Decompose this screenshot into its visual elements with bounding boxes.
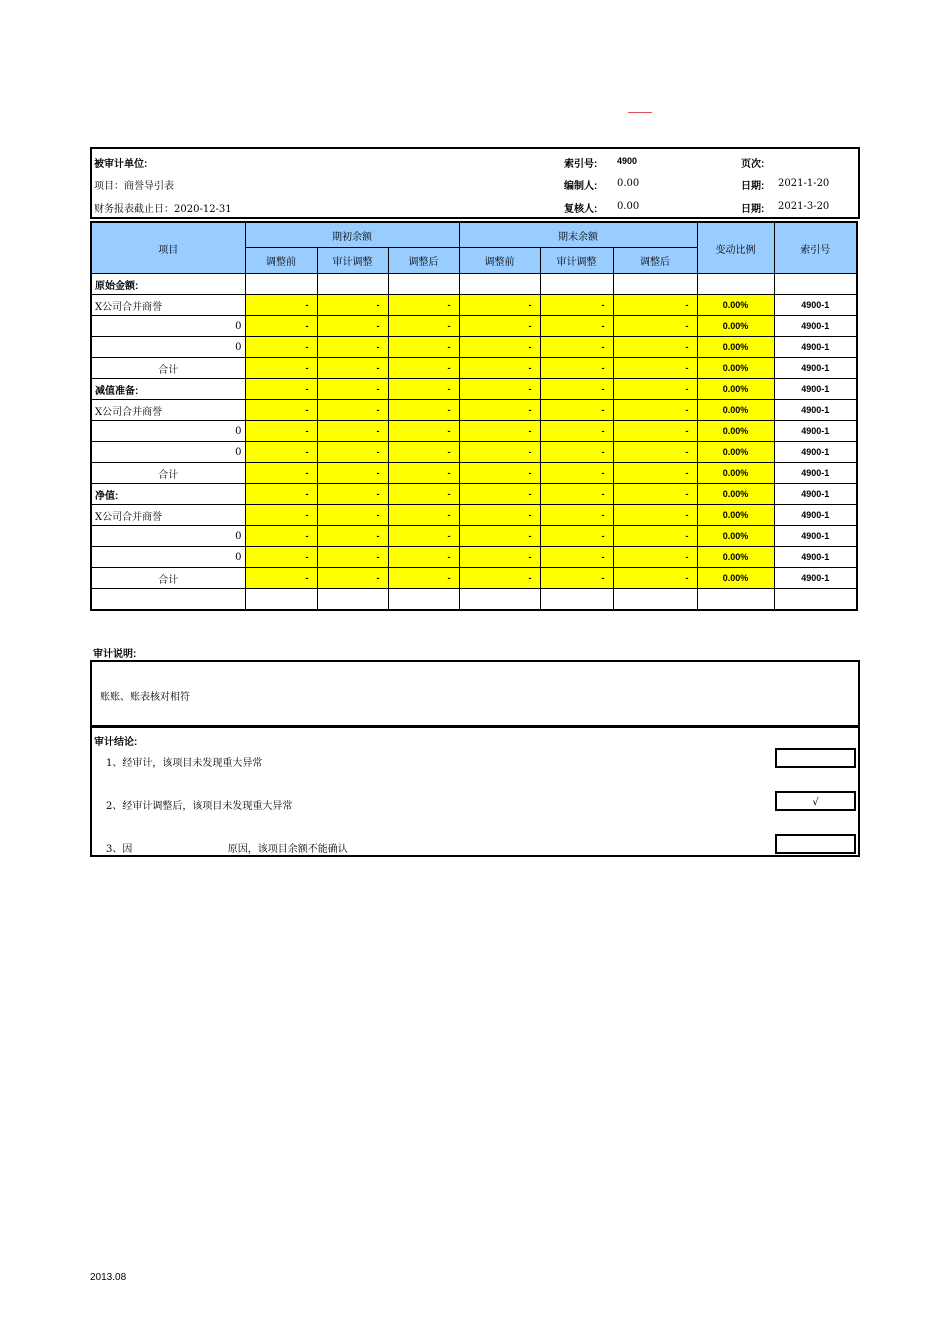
value-cell[interactable]: - bbox=[540, 484, 613, 505]
value-cell[interactable]: - bbox=[388, 358, 459, 379]
value-cell[interactable]: - bbox=[317, 379, 388, 400]
value-cell[interactable]: - bbox=[459, 400, 540, 421]
change-ratio-cell[interactable]: 0.00% bbox=[697, 484, 774, 505]
value-cell[interactable]: - bbox=[245, 526, 317, 547]
value-cell[interactable]: - bbox=[540, 295, 613, 316]
row-label: 0 bbox=[91, 526, 245, 547]
section-row bbox=[91, 274, 857, 295]
preparer-label: 编制人: bbox=[564, 181, 598, 192]
change-ratio-header: 变动比例 bbox=[697, 222, 774, 274]
row-label: 合计 bbox=[91, 568, 245, 589]
table-row bbox=[91, 463, 857, 484]
value-cell[interactable]: - bbox=[540, 400, 613, 421]
value-cell[interactable]: - bbox=[613, 463, 697, 484]
value-cell[interactable]: - bbox=[388, 463, 459, 484]
conclusion-checkbox-2[interactable]: √ bbox=[775, 791, 856, 811]
row-label: 合计 bbox=[91, 358, 245, 379]
value-cell[interactable]: - bbox=[245, 442, 317, 463]
page-label: 页次: bbox=[741, 159, 765, 170]
value-cell[interactable]: - bbox=[245, 358, 317, 379]
value-cell[interactable]: - bbox=[459, 463, 540, 484]
end-after-header: 调整后 bbox=[613, 248, 697, 274]
conclusion-item-3: 3、因 原因，该项目余额不能确认 bbox=[106, 844, 348, 855]
value-cell[interactable]: - bbox=[459, 442, 540, 463]
report-header bbox=[90, 147, 860, 219]
value-cell[interactable]: - bbox=[613, 526, 697, 547]
index-cell[interactable]: 4900-1 bbox=[774, 421, 857, 442]
value-cell[interactable]: - bbox=[540, 442, 613, 463]
row-label: 0 bbox=[91, 442, 245, 463]
empty-cell bbox=[540, 589, 613, 611]
value-cell[interactable]: - bbox=[245, 379, 317, 400]
empty-cell bbox=[388, 274, 459, 295]
index-cell[interactable]: 4900-1 bbox=[774, 526, 857, 547]
value-cell[interactable]: - bbox=[540, 463, 613, 484]
empty-cell bbox=[245, 589, 317, 611]
value-cell[interactable]: - bbox=[540, 316, 613, 337]
audit-conclusion-box bbox=[90, 725, 860, 857]
change-ratio-cell[interactable]: 0.00% bbox=[697, 526, 774, 547]
value-cell[interactable]: - bbox=[459, 547, 540, 568]
value-cell[interactable]: - bbox=[459, 505, 540, 526]
empty-cell bbox=[459, 589, 540, 611]
value-cell[interactable]: - bbox=[388, 526, 459, 547]
index-cell[interactable]: 4900-1 bbox=[774, 379, 857, 400]
value-cell[interactable]: - bbox=[459, 316, 540, 337]
value-cell[interactable]: - bbox=[613, 337, 697, 358]
value-cell[interactable]: - bbox=[245, 547, 317, 568]
value-cell[interactable]: - bbox=[388, 421, 459, 442]
value-cell[interactable]: - bbox=[388, 379, 459, 400]
row-label: X公司合并商誉 bbox=[91, 400, 245, 421]
audit-conclusion-label: 审计结论: bbox=[94, 737, 138, 748]
value-cell[interactable]: - bbox=[245, 484, 317, 505]
value-cell[interactable]: - bbox=[245, 316, 317, 337]
index-cell[interactable]: 4900-1 bbox=[774, 400, 857, 421]
end-audit-header: 审计调整 bbox=[540, 248, 613, 274]
value-cell[interactable]: - bbox=[317, 547, 388, 568]
date1-value: 2021-1-20 bbox=[778, 178, 830, 189]
empty-row bbox=[91, 589, 857, 611]
change-ratio-cell[interactable]: 0.00% bbox=[697, 442, 774, 463]
index-cell[interactable]: 4900-1 bbox=[774, 316, 857, 337]
value-cell[interactable]: - bbox=[459, 358, 540, 379]
empty-cell bbox=[245, 274, 317, 295]
value-cell[interactable]: - bbox=[459, 337, 540, 358]
value-cell[interactable]: - bbox=[540, 505, 613, 526]
row-label: X公司合并商誉 bbox=[91, 295, 245, 316]
value-cell[interactable]: - bbox=[540, 547, 613, 568]
value-cell[interactable]: - bbox=[613, 358, 697, 379]
preparer-value: 0.00 bbox=[617, 178, 640, 189]
value-cell[interactable]: - bbox=[388, 295, 459, 316]
index-cell[interactable]: 4900-1 bbox=[774, 358, 857, 379]
divider bbox=[92, 727, 858, 728]
empty-cell bbox=[613, 274, 697, 295]
value-cell[interactable]: - bbox=[388, 568, 459, 589]
begin-before-header: 调整前 bbox=[245, 248, 317, 274]
reviewer-label: 复核人: bbox=[564, 204, 598, 215]
section-row bbox=[91, 484, 857, 505]
conclusion-checkbox-3[interactable] bbox=[775, 834, 856, 854]
index-value: 4900 bbox=[617, 156, 638, 166]
value-cell[interactable]: - bbox=[317, 421, 388, 442]
value-cell[interactable]: - bbox=[317, 442, 388, 463]
empty-cell bbox=[317, 274, 388, 295]
change-ratio-cell[interactable]: 0.00% bbox=[697, 568, 774, 589]
value-cell[interactable]: - bbox=[540, 568, 613, 589]
value-cell[interactable]: - bbox=[613, 568, 697, 589]
change-ratio-cell[interactable]: 0.00% bbox=[697, 358, 774, 379]
value-cell[interactable]: - bbox=[540, 421, 613, 442]
conclusion-item-1: 1、经审计，该项目未发现重大异常 bbox=[106, 758, 263, 769]
reviewer-value: 0.00 bbox=[617, 201, 640, 212]
value-cell[interactable]: - bbox=[245, 421, 317, 442]
table-row bbox=[91, 400, 857, 421]
value-cell[interactable]: - bbox=[388, 316, 459, 337]
index-cell[interactable]: 4900-1 bbox=[774, 505, 857, 526]
begin-after-header: 调整后 bbox=[388, 248, 459, 274]
empty-cell bbox=[317, 589, 388, 611]
end-before-header: 调整前 bbox=[459, 248, 540, 274]
value-cell[interactable]: - bbox=[245, 337, 317, 358]
row-label: 0 bbox=[91, 421, 245, 442]
value-cell[interactable]: - bbox=[317, 505, 388, 526]
table-row bbox=[91, 547, 857, 568]
change-ratio-cell[interactable]: 0.00% bbox=[697, 295, 774, 316]
value-cell[interactable]: - bbox=[317, 526, 388, 547]
value-cell[interactable]: - bbox=[317, 337, 388, 358]
project-label: 项目：商誉导引表 bbox=[94, 181, 174, 192]
change-ratio-cell[interactable]: 0.00% bbox=[697, 316, 774, 337]
index-cell[interactable]: 4900-1 bbox=[774, 547, 857, 568]
index-cell[interactable]: 4900-1 bbox=[774, 295, 857, 316]
table-row bbox=[91, 526, 857, 547]
section-row bbox=[91, 379, 857, 400]
index-label: 索引号: bbox=[564, 159, 598, 170]
value-cell[interactable]: - bbox=[540, 379, 613, 400]
value-cell[interactable]: - bbox=[388, 547, 459, 568]
table-row bbox=[91, 505, 857, 526]
value-cell[interactable]: - bbox=[388, 442, 459, 463]
change-ratio-cell[interactable]: 0.00% bbox=[697, 337, 774, 358]
value-cell[interactable]: - bbox=[388, 337, 459, 358]
value-cell[interactable]: - bbox=[613, 295, 697, 316]
index-cell[interactable]: 4900-1 bbox=[774, 568, 857, 589]
value-cell[interactable]: - bbox=[317, 463, 388, 484]
value-cell[interactable]: - bbox=[540, 526, 613, 547]
audited-unit-label: 被审计单位: bbox=[94, 159, 148, 170]
date1-label: 日期: bbox=[741, 181, 765, 192]
empty-cell bbox=[774, 589, 857, 611]
value-cell[interactable]: - bbox=[388, 400, 459, 421]
value-cell[interactable]: - bbox=[613, 400, 697, 421]
conclusion-item-2: 2、经审计调整后，该项目未发现重大异常 bbox=[106, 801, 293, 812]
value-cell[interactable]: - bbox=[317, 316, 388, 337]
row-label: X公司合并商誉 bbox=[91, 505, 245, 526]
value-cell[interactable]: - bbox=[540, 337, 613, 358]
change-ratio-cell[interactable]: 0.00% bbox=[697, 505, 774, 526]
empty-cell bbox=[697, 274, 774, 295]
section-title: 减值准备: bbox=[91, 379, 245, 400]
period-label: 财务报表截止日：2020-12-31 bbox=[94, 204, 232, 215]
end-balance-header: 期末余额 bbox=[459, 222, 697, 248]
footer-version: 2013.08 bbox=[90, 1272, 127, 1283]
value-cell[interactable]: - bbox=[245, 568, 317, 589]
value-cell[interactable]: - bbox=[317, 568, 388, 589]
conclusion-checkbox-1[interactable] bbox=[775, 748, 856, 768]
index-cell[interactable]: 4900-1 bbox=[774, 484, 857, 505]
value-cell[interactable]: - bbox=[459, 295, 540, 316]
value-cell[interactable]: - bbox=[388, 505, 459, 526]
value-cell[interactable]: - bbox=[459, 421, 540, 442]
row-label: 0 bbox=[91, 316, 245, 337]
change-ratio-cell[interactable]: 0.00% bbox=[697, 400, 774, 421]
begin-audit-header: 审计调整 bbox=[317, 248, 388, 274]
index-cell[interactable]: 4900-1 bbox=[774, 442, 857, 463]
begin-balance-header: 期初余额 bbox=[245, 222, 459, 248]
change-ratio-cell[interactable]: 0.00% bbox=[697, 421, 774, 442]
table-row bbox=[91, 421, 857, 442]
value-cell[interactable]: - bbox=[245, 505, 317, 526]
value-cell[interactable]: - bbox=[317, 358, 388, 379]
table-row bbox=[91, 358, 857, 379]
value-cell[interactable]: - bbox=[459, 484, 540, 505]
date2-value: 2021-3-20 bbox=[778, 201, 830, 212]
value-cell[interactable]: - bbox=[317, 295, 388, 316]
empty-cell bbox=[459, 274, 540, 295]
value-cell[interactable]: - bbox=[613, 442, 697, 463]
table-row bbox=[91, 442, 857, 463]
table-row bbox=[91, 295, 857, 316]
change-ratio-cell[interactable]: 0.00% bbox=[697, 547, 774, 568]
section-title: 净值: bbox=[91, 484, 245, 505]
value-cell[interactable]: - bbox=[613, 379, 697, 400]
value-cell[interactable]: - bbox=[317, 400, 388, 421]
value-cell[interactable]: - bbox=[459, 568, 540, 589]
empty-cell bbox=[774, 274, 857, 295]
value-cell[interactable]: - bbox=[245, 295, 317, 316]
empty-cell bbox=[697, 589, 774, 611]
index-cell[interactable]: 4900-1 bbox=[774, 337, 857, 358]
value-cell[interactable]: - bbox=[613, 505, 697, 526]
index-cell[interactable]: 4900-1 bbox=[774, 463, 857, 484]
value-cell[interactable]: - bbox=[388, 484, 459, 505]
date2-label: 日期: bbox=[741, 204, 765, 215]
value-cell[interactable]: - bbox=[613, 316, 697, 337]
value-cell[interactable]: - bbox=[459, 526, 540, 547]
empty-cell bbox=[613, 589, 697, 611]
change-ratio-cell[interactable]: 0.00% bbox=[697, 379, 774, 400]
value-cell[interactable]: - bbox=[317, 484, 388, 505]
section-title: 原始金额: bbox=[91, 274, 245, 295]
col-item-header: 项目 bbox=[91, 222, 245, 274]
value-cell[interactable]: - bbox=[459, 379, 540, 400]
empty-cell bbox=[91, 589, 245, 611]
table-row bbox=[91, 337, 857, 358]
row-label: 0 bbox=[91, 337, 245, 358]
empty-cell bbox=[540, 274, 613, 295]
value-cell[interactable]: - bbox=[245, 400, 317, 421]
change-ratio-cell[interactable]: 0.00% bbox=[697, 463, 774, 484]
empty-cell bbox=[388, 589, 459, 611]
audit-notes-text: 账账、账表核对相符 bbox=[100, 692, 190, 703]
audit-notes-box bbox=[90, 660, 860, 726]
audit-notes-label: 审计说明: bbox=[93, 649, 137, 660]
red-mark bbox=[628, 112, 652, 113]
goodwill-table bbox=[90, 221, 858, 611]
value-cell[interactable]: - bbox=[540, 358, 613, 379]
row-label: 0 bbox=[91, 547, 245, 568]
table-row bbox=[91, 568, 857, 589]
row-label: 合计 bbox=[91, 463, 245, 484]
index-header: 索引号 bbox=[774, 222, 857, 274]
value-cell[interactable]: - bbox=[613, 547, 697, 568]
value-cell[interactable]: - bbox=[613, 484, 697, 505]
value-cell[interactable]: - bbox=[245, 463, 317, 484]
value-cell[interactable]: - bbox=[613, 421, 697, 442]
table-row bbox=[91, 316, 857, 337]
